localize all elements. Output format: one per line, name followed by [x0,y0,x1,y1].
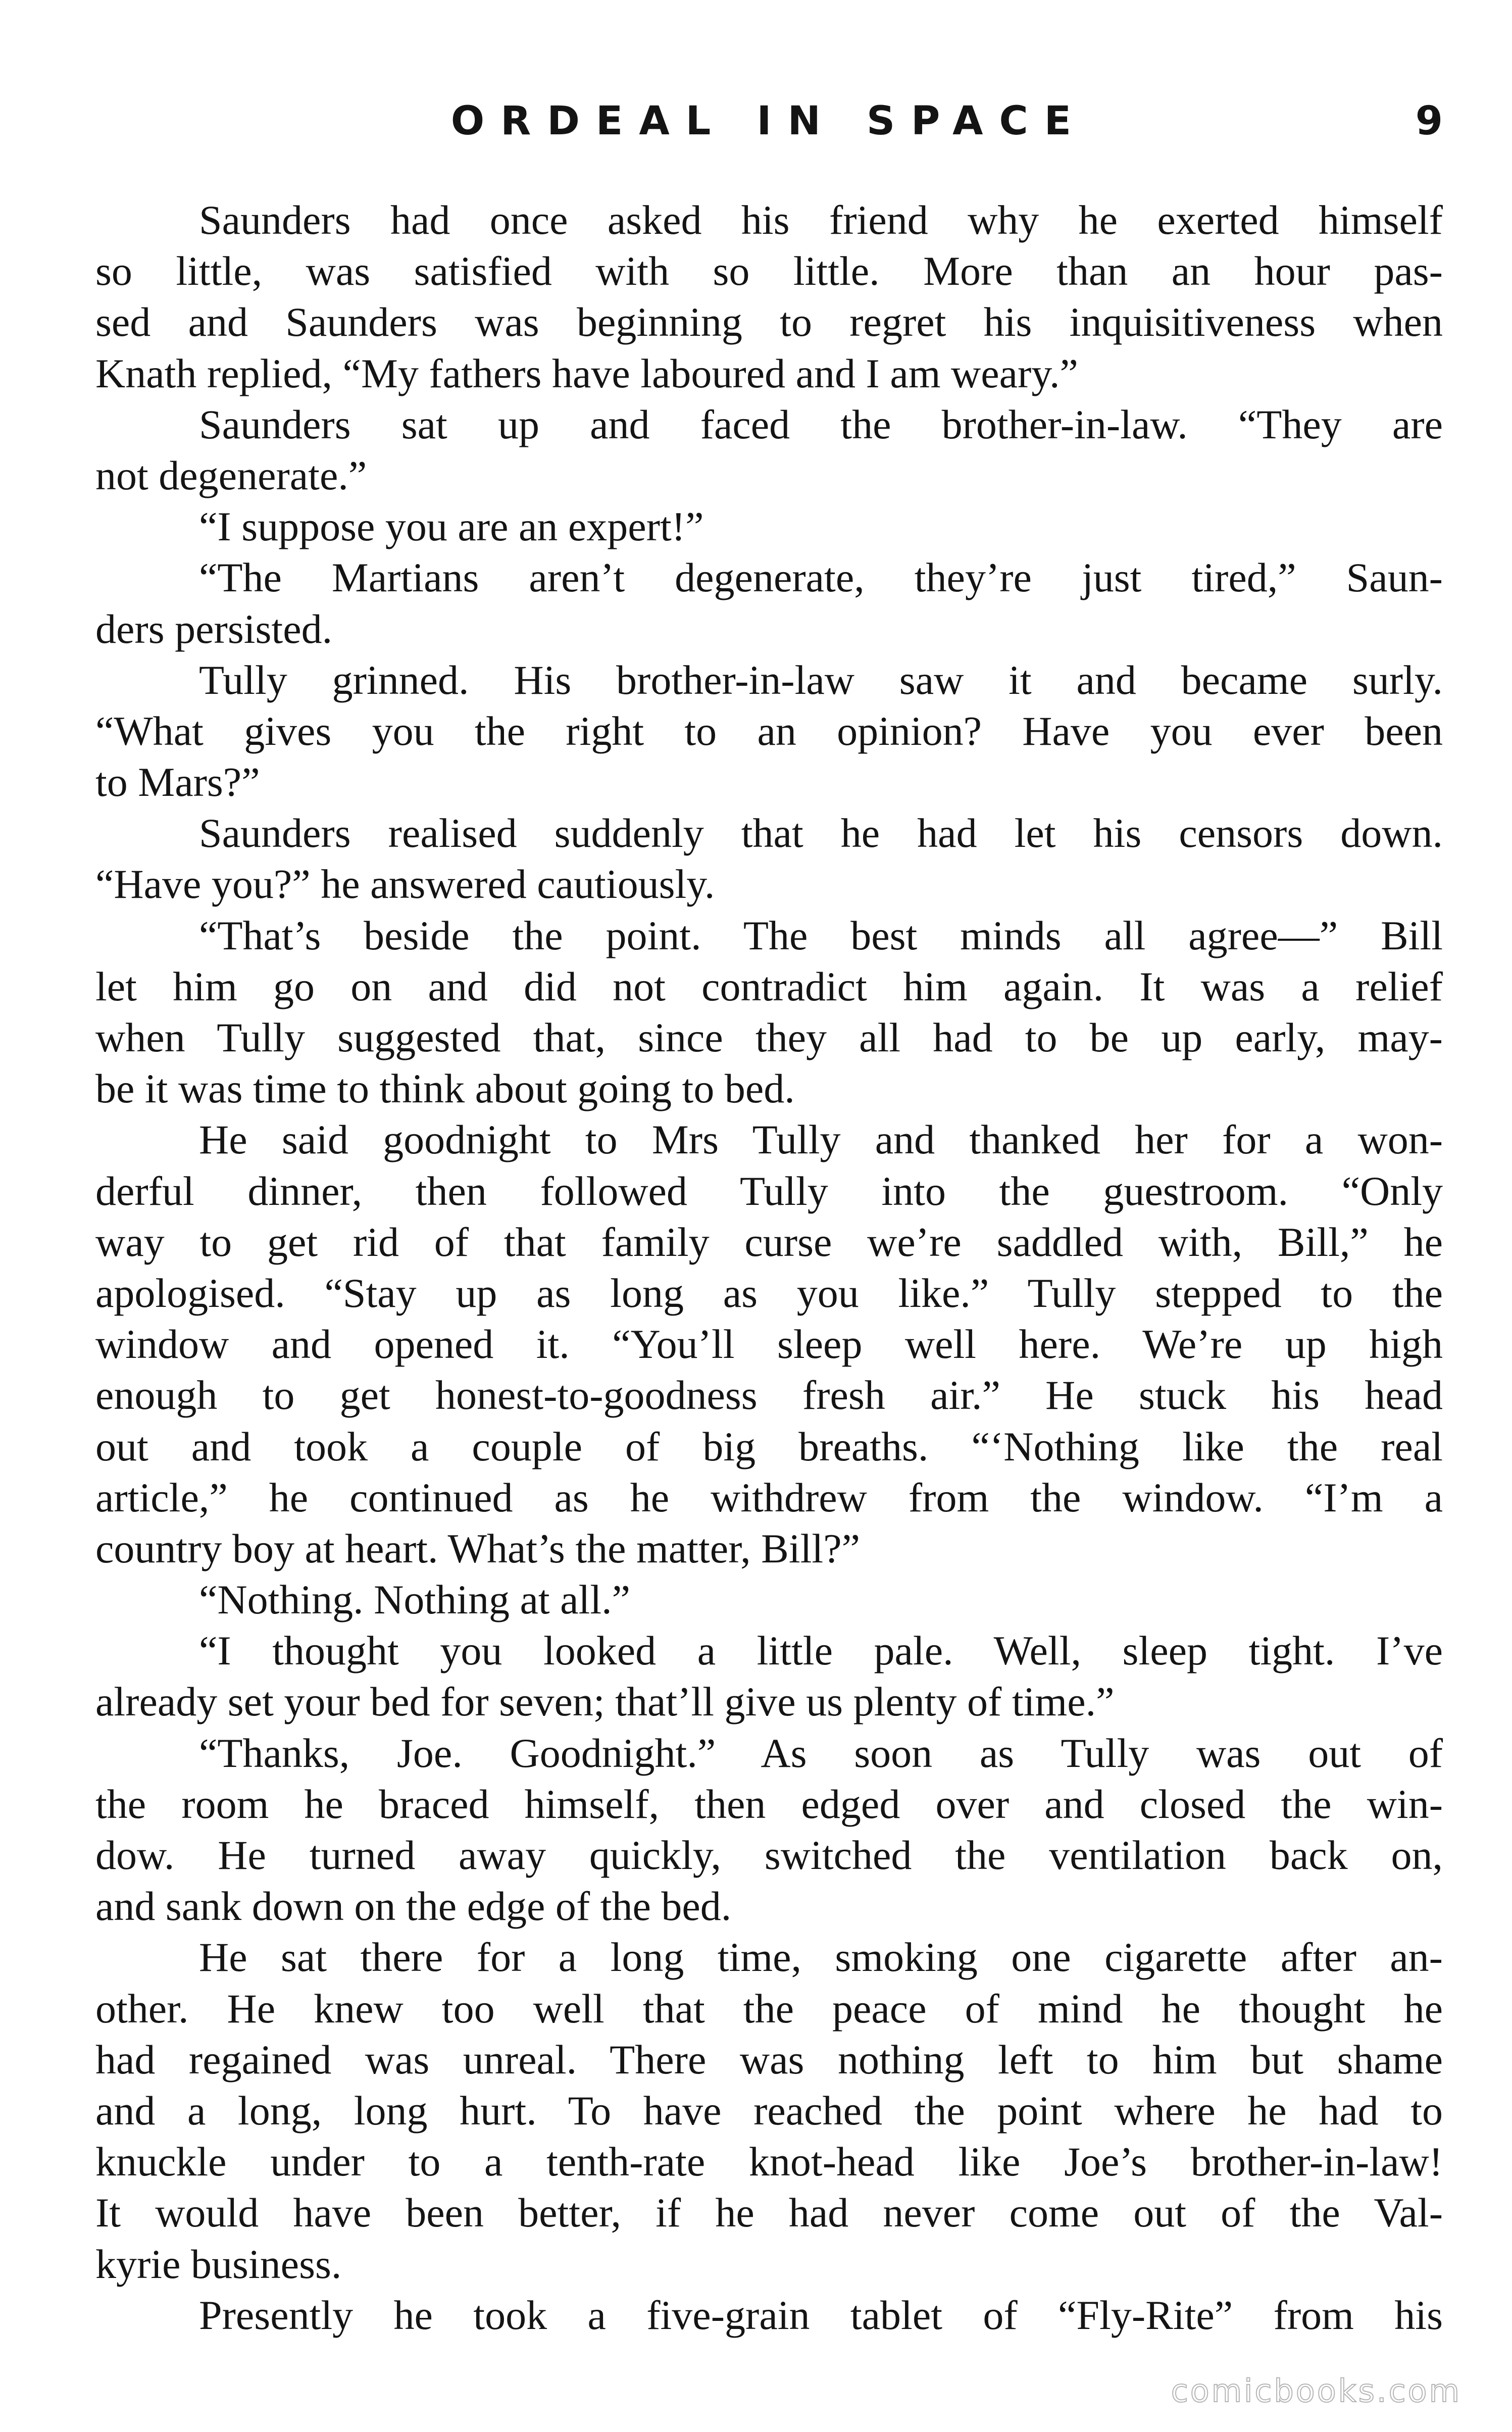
text-line: “That’s beside the point. The best minds all agree—” Bill [199,912,1443,958]
text-line: enough to get honest-to-goodness fresh air.” He stuck his head [95,1372,1443,1418]
running-title: ORDEAL IN SPACE [450,98,1088,144]
text-line: way to get rid of that family curse we’re saddled with, Bill,” he [95,1219,1443,1265]
text-line: apologised. “Stay up as long as you like.” Tully stepped to the [95,1270,1443,1316]
text-line: It would have been better, if he had never come out of the Val- [95,2190,1443,2236]
text-line: knuckle under to a tenth-rate knot-head like Joe’s brother-in-law! [95,2139,1443,2185]
text-line: “I suppose you are an expert!” [199,503,704,550]
text-line: Saunders had once asked his friend why he exerted himself [199,197,1443,243]
text-line: out and took a couple of big breaths. “‘Nothing like the real [95,1423,1443,1470]
text-line: sed and Saunders was beginning to regret his inquisitiveness when [95,299,1443,345]
text-line: to Mars?” [95,759,260,805]
watermark: comicbooks.com [1171,2372,1461,2409]
page-number: 9 [1415,98,1443,144]
text-line: and sank down on the edge of the bed. [95,1883,732,1930]
text-line: had regained was unreal. There was nothing left to him but shame [95,2036,1443,2083]
text-line: and a long, long hurt. To have reached the point where he had to [95,2087,1443,2134]
text-line: He said goodnight to Mrs Tully and thanked her for a won- [199,1117,1443,1163]
text-line: let him go on and did not contradict him again. It was a relief [95,963,1443,1009]
text-line: when Tully suggested that, since they all had to be up early, may- [95,1015,1443,1060]
text-line: already set your bed for seven; that’ll give us plenty of time.” [95,1679,1115,1725]
text-line: “Have you?” he answered cautiously. [95,861,715,907]
text-line: Saunders realised suddenly that he had let his censors down. [199,810,1443,856]
text-line: “I thought you looked a little pale. Well, sleep tight. I’ve [199,1628,1443,1674]
text-line: Tully grinned. His brother-in-law saw it and became surly. [199,656,1443,703]
text-line: kyrie business. [95,2241,342,2287]
text-line: other. He knew too well that the peace of mind he thought he [95,1985,1443,2032]
text-line: “Thanks, Joe. Goodnight.” As soon as Tully was out of [199,1730,1443,1776]
running-head [95,93,1443,149]
text-line: “The Martians aren’t degenerate, they’re just tired,” Saun- [199,554,1443,601]
text-line: be it was time to think about going to bed. [95,1066,795,1112]
text-line: window and opened it. “You’ll sleep well here. We’re up high [95,1321,1443,1367]
text-line: derful dinner, then followed Tully into the guestroom. “Only [95,1168,1443,1214]
body-text [95,194,1443,2341]
text-line: “Nothing. Nothing at all.” [199,1577,630,1623]
text-line: article,” he continued as he withdrew from the window. “I’m a [95,1474,1443,1521]
text-line: country boy at heart. What’s the matter, Bill?” [95,1525,860,1572]
text-line: He sat there for a long time, smoking one cigarette after an- [199,1934,1443,1981]
text-line: not degenerate.” [95,452,367,498]
text-line: so little, was satisfied with so little. More than an hour pas- [95,248,1443,294]
text-line: dow. He turned away quickly, switched the ventilation back on, [95,1832,1443,1878]
text-line: Saunders sat up and faced the brother-in-law. “They are [199,401,1443,447]
text-line: Knath replied, “My fathers have laboured and I am weary.” [95,350,1078,396]
text-line: ders persisted. [95,605,333,652]
text-line: Presently he took a five-grain tablet of “Fly-Rite” from his [199,2292,1443,2338]
text-line: the room he braced himself, then edged over and closed the win- [95,1781,1443,1827]
text-line: “What gives you the right to an opinion? Have you ever been [95,707,1443,754]
